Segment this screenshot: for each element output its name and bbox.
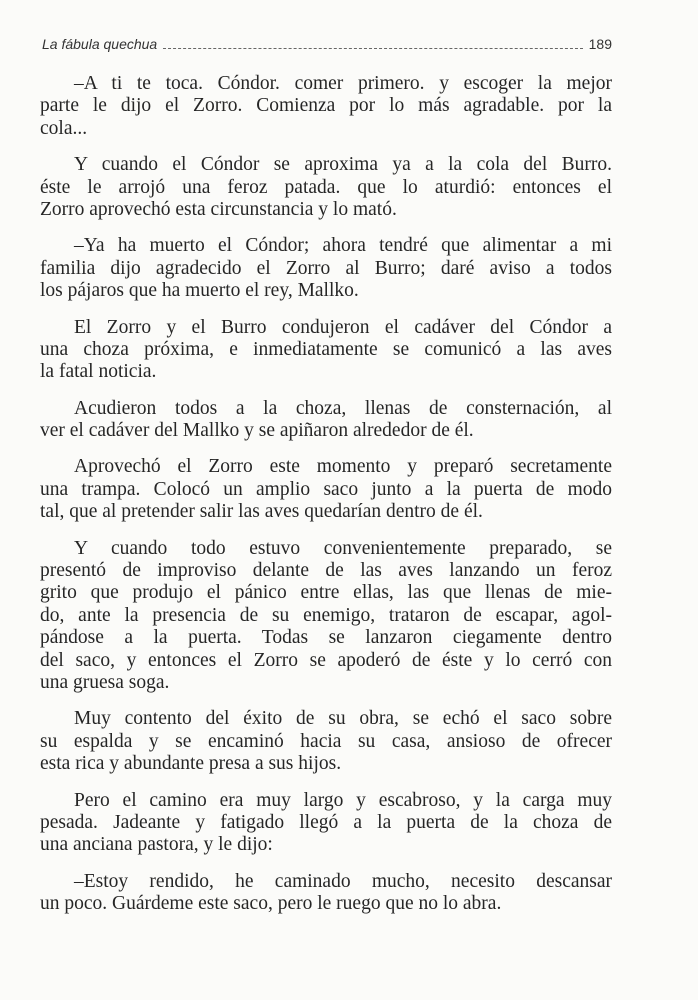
text-line: su espalda y se encaminó hacia su casa, ansioso de ofrecer bbox=[40, 730, 612, 752]
text-line: Pero el camino era muy largo y escabroso, y la carga muy bbox=[74, 789, 612, 811]
text-line: los pájaros que ha muerto el rey, Mallko. bbox=[40, 280, 359, 302]
text-line: Muy contento del éxito de su obra, se echó el saco sobre bbox=[74, 708, 612, 730]
paragraph bbox=[40, 317, 612, 384]
paragraph bbox=[40, 154, 612, 221]
text-line: éste le arrojó una feroz patada. que lo aturdió: entonces el bbox=[40, 176, 612, 198]
paragraph bbox=[40, 73, 612, 140]
text-line: familia dijo agradecido el Zorro al Burro; daré aviso a todos bbox=[40, 257, 612, 279]
running-header bbox=[42, 36, 612, 52]
text-line: parte le dijo el Zorro. Comienza por lo más agradable. por la bbox=[40, 95, 612, 117]
text-line: una trampa. Colocó un amplio saco junto a la puerta de modo bbox=[40, 478, 612, 500]
text-line: Aprovechó el Zorro este momento y preparó secretamente bbox=[74, 456, 612, 478]
text-line: –A ti te toca. Cóndor. comer primero. y escoger la mejor bbox=[74, 73, 612, 94]
page-number: 189 bbox=[588, 36, 612, 52]
text-line: –Estoy rendido, he caminado mucho, necesito descansar bbox=[74, 870, 612, 892]
text-line: pesada. Jadeante y fatigado llegó a la puerta de la choza de bbox=[40, 811, 612, 833]
page-body bbox=[40, 73, 612, 930]
text-line: una anciana pastora, y le dijo: bbox=[40, 834, 273, 856]
running-title: La fábula quechua bbox=[42, 36, 158, 52]
text-line: la fatal noticia. bbox=[40, 361, 157, 383]
text-line: tal, que al pretender salir las aves quedarían dentro de él. bbox=[40, 501, 483, 523]
text-line: un poco. Guárdeme este saco, pero le ruego que no lo abra. bbox=[40, 893, 502, 915]
text-line: una gruesa soga. bbox=[40, 671, 170, 693]
text-line: pándose a la puerta. Todas se lanzaron ciegamente dentro bbox=[40, 627, 612, 649]
text-line: cola... bbox=[40, 117, 88, 139]
paragraph bbox=[40, 398, 612, 443]
paragraph bbox=[40, 235, 612, 302]
text-line: una choza próxima, e inmediatamente se comunicó a las aves bbox=[40, 338, 612, 360]
text-line: Y cuando todo estuvo convenientemente preparado, se bbox=[74, 537, 612, 559]
paragraph bbox=[40, 538, 612, 695]
text-line: Acudieron todos a la choza, llenas de consternación, al bbox=[74, 397, 612, 419]
text-line: –Ya ha muerto el Cóndor; ahora tendré que alimentar a mi bbox=[74, 235, 612, 257]
paragraph bbox=[40, 456, 612, 523]
paragraph bbox=[40, 871, 612, 916]
text-line: Y cuando el Cóndor se aproxima ya a la cola del Burro. bbox=[74, 154, 612, 176]
header-rule bbox=[163, 48, 582, 49]
paragraph bbox=[40, 708, 612, 775]
text-line: esta rica y abundante presa a sus hijos. bbox=[40, 753, 342, 775]
text-line: presentó de improviso delante de las aves lanzando un feroz bbox=[40, 560, 612, 582]
text-line: do, ante la presencia de su enemigo, trataron de escapar, agol- bbox=[40, 604, 612, 626]
text-line: Zorro aprovechó esta circunstancia y lo mató. bbox=[40, 198, 397, 220]
text-line: grito que produjo el pánico entre ellas, las que llenas de mie- bbox=[40, 582, 612, 604]
text-line: El Zorro y el Burro condujeron el cadáver del Cóndor a bbox=[74, 316, 612, 338]
text-line: ver el cadáver del Mallko y se apiñaron alrededor de él. bbox=[40, 420, 474, 442]
paragraph bbox=[40, 790, 612, 857]
text-line: del saco, y entonces el Zorro se apoderó de éste y lo cerró con bbox=[40, 649, 612, 671]
